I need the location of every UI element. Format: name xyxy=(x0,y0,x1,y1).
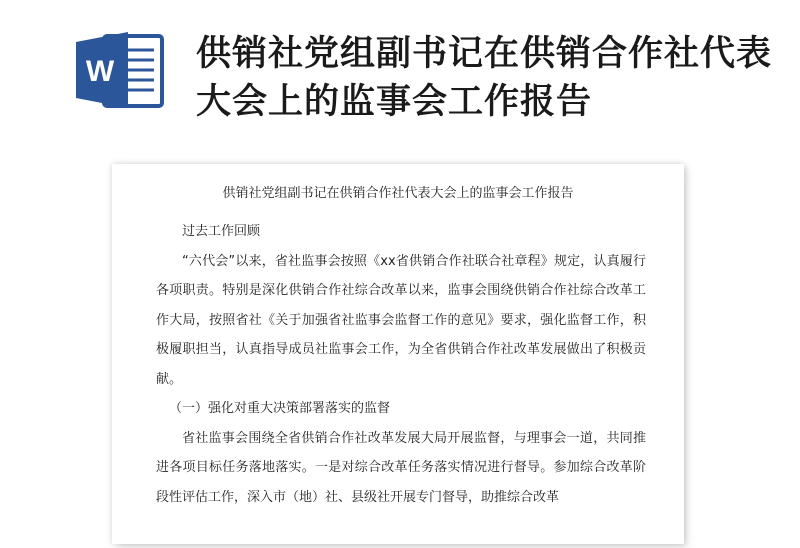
word-icon-letter: W xyxy=(85,55,115,88)
document-body xyxy=(156,217,646,512)
word-document-icon xyxy=(76,30,166,110)
document-title: 供销社党组副书记在供销合作社代表大会上的监事会工作报告 xyxy=(222,186,574,201)
header xyxy=(0,0,800,150)
paragraph: 省社监事会围绕全省供销合作社改革发展大局开展监督，与理事会一道，共同推进各项目标任务落地落实。一是对综合改革任务落实情况进行督导。参加综合改革阶段性评估工作，深入市（地）社、县级社开展专门督导，助推综合改革 xyxy=(156,430,646,505)
paragraph: “六代会”以来，省社监事会按照《xx省供销合作社联合社章程》规定，认真履行各项职责。特别是深化供销合作社综合改革以来，监事会围绕供销合作社综合改革工作大局，按照省社《关于加强省社监事会监督工作的意见》要求，强化监督工作，积极履职担当，认真指导成员社监事会工作，为全省供销合作社改革发展做出了积极贡献。 xyxy=(156,253,646,387)
page-title: 供销社党组副书记在供销合作社代表大会上的监事会工作报告 xyxy=(196,34,773,122)
subsection-heading: （一）强化对重大决策部署落实的监督 xyxy=(169,401,391,416)
document-page xyxy=(112,164,684,544)
section-heading: 过去工作回顾 xyxy=(182,224,261,239)
